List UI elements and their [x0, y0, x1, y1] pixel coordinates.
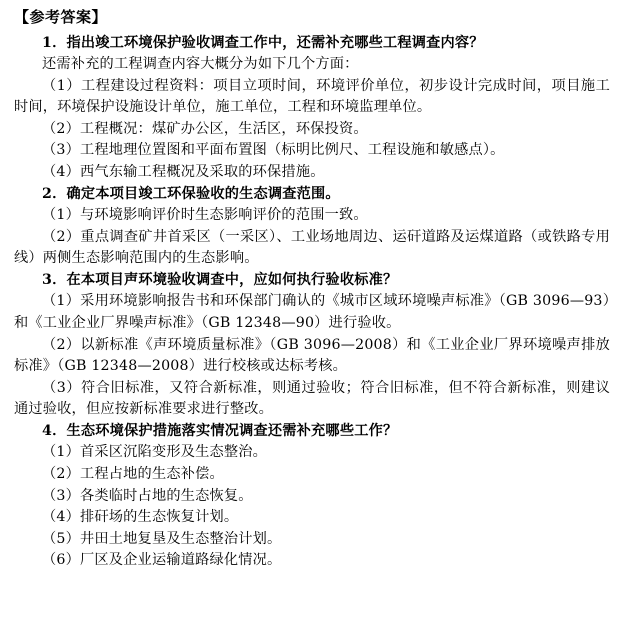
answer-item: （2）工程占地的生态补偿。 [42, 466, 224, 483]
question-heading-3: 3．在本项目声环境验收调查中，应如何执行验收标准？ [42, 271, 398, 288]
answer-item: （1）工程建设过程资料：项目立项时间，环境评价单位，初步设计完成时间，项目施工时间，环境保护设施设计单位，施工单位，工程和环境监理单位。 [14, 77, 610, 116]
question-heading-4: 4．生态环境保护措施落实情况调查还需补充哪些工作？ [42, 422, 398, 439]
answer-item: （4）排矸场的生态恢复计划。 [42, 509, 239, 526]
answer-intro-1: 还需补充的工程调查内容大概分为如下几个方面： [42, 56, 359, 73]
answer-item: （2）工程概况：煤矿办公区，生活区，环保投资。 [42, 120, 368, 137]
answer-item: （6）厂区及企业运输道路绿化情况。 [42, 552, 282, 569]
answer-body [14, 33, 610, 572]
answer-item: （2）以新标准《声环境质量标准》（GB 3096—2008）和《工业企业厂界环境噪声排放标准》（GB 12348—2008）进行校核或达标考核。 [14, 336, 610, 375]
page-title: 【参考答案】 [14, 8, 108, 26]
answer-item: （3）符合旧标准，又符合新标准，则通过验收；符合旧标准，但不符合新标准，则建议通过验收，但应按新标准要求进行整改。 [14, 379, 610, 418]
answer-item: （2）重点调查矿井首采区（一采区）、工业场地周边、运矸道路及运煤道路（或铁路专用线）两侧生态影响范围内的生态影响。 [14, 228, 610, 267]
question-heading-1: 1．指出竣工环境保护验收调查工作中，还需补充哪些工程调查内容？ [42, 34, 484, 51]
answer-item: （3）各类临时占地的生态恢复。 [42, 487, 253, 504]
answer-item: （4）西气东输工程概况及采取的环保措施。 [42, 163, 325, 180]
answer-item: （1）首采区沉陷变形及生态整治。 [42, 444, 268, 461]
answer-item: （5）井田土地复垦及生态整治计划。 [42, 530, 282, 547]
answer-item: （1）采用环境影响报告书和环保部门确认的《城市区域环境噪声标准》（GB 3096—93）和《工业企业厂界噪声标准》（GB 12348—90）进行验收。 [14, 293, 610, 332]
question-heading-2: 2．确定本项目竣工环保验收的生态调查范围。 [42, 185, 340, 202]
answer-item: （1）与环境影响评价时生态影响评价的范围一致。 [42, 207, 368, 224]
answer-item: （3）工程地理位置图和平面布置图（标明比例尺、工程设施和敏感点）。 [42, 142, 505, 159]
